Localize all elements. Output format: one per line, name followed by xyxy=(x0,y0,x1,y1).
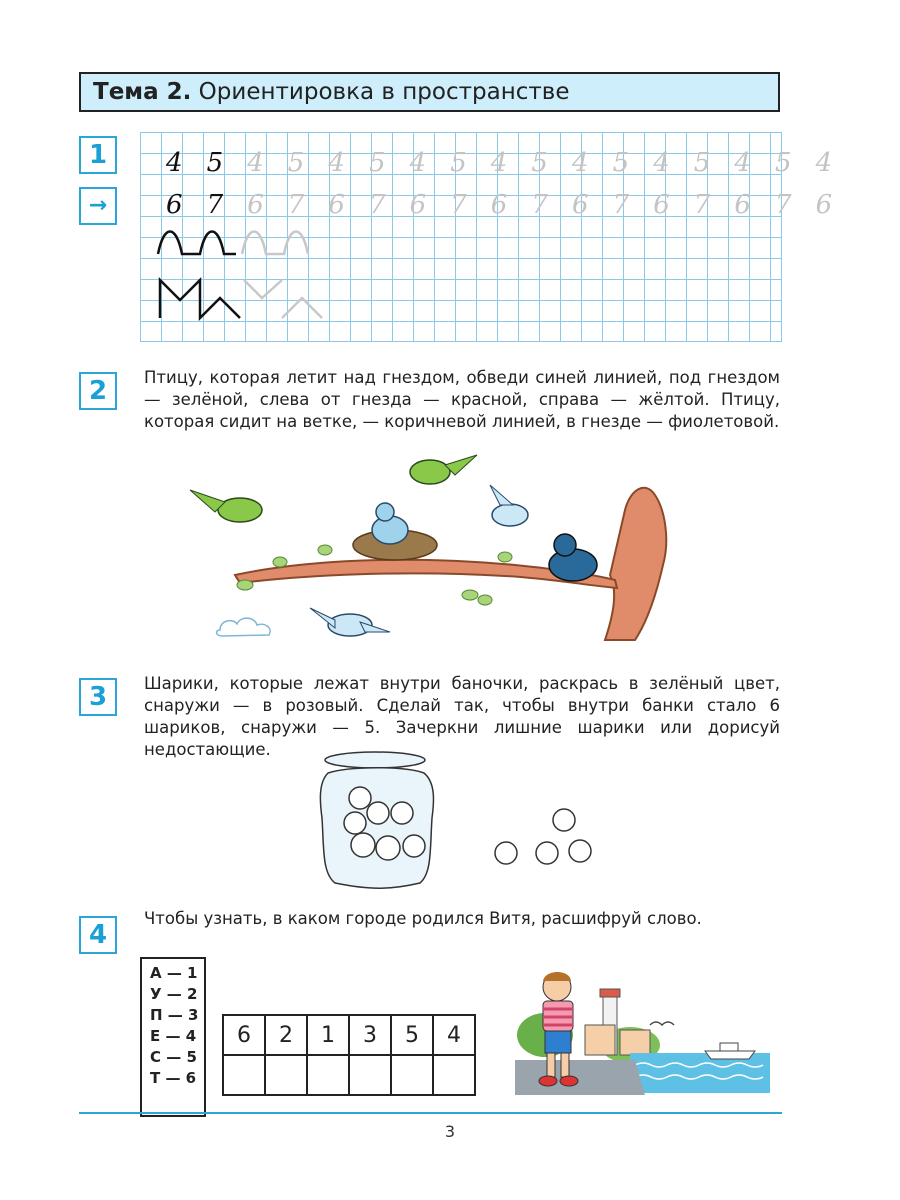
practice-digit: 5 xyxy=(775,148,792,178)
pattern-drawings xyxy=(140,132,782,342)
answer-cell[interactable] xyxy=(265,1055,307,1095)
boy-shorts xyxy=(545,1031,571,1053)
ball-outside xyxy=(495,842,517,864)
arrow-right-icon: → xyxy=(79,187,117,225)
practice-digit: 5 xyxy=(450,148,467,178)
practice-digit: 5 xyxy=(287,148,305,178)
task-number-1: 1 xyxy=(79,136,117,174)
ball-inside xyxy=(403,835,425,857)
practice-digit: 6 xyxy=(247,190,264,220)
practice-digit: 5 xyxy=(369,148,386,178)
seagull-icon xyxy=(650,1022,674,1025)
practice-digit: 5 xyxy=(693,148,711,178)
answer-cell[interactable] xyxy=(391,1055,433,1095)
cipher-legend xyxy=(140,957,206,1117)
legend-item: С — 5 xyxy=(150,1048,197,1066)
pier xyxy=(515,1060,645,1095)
answer-cell[interactable] xyxy=(223,1055,265,1095)
code-row xyxy=(223,1015,475,1055)
ball-inside xyxy=(376,836,400,860)
practice-digit: 7 xyxy=(531,190,548,220)
practice-digit: 5 xyxy=(206,148,224,178)
practice-digit: 5 xyxy=(531,148,548,178)
topic-label: Тема 2. xyxy=(93,79,192,105)
cipher-table xyxy=(222,1014,476,1096)
practice-digit: 4 xyxy=(734,148,751,178)
jar-body xyxy=(320,768,433,889)
leaf-icon xyxy=(462,590,478,600)
practice-digit: 4 xyxy=(247,148,264,178)
legend-item: Е — 4 xyxy=(150,1027,197,1045)
arch-pattern-faint xyxy=(242,232,308,255)
answer-row[interactable] xyxy=(223,1055,475,1095)
practice-digit: 7 xyxy=(612,190,630,220)
practice-digit: 7 xyxy=(287,190,305,220)
ball-outside xyxy=(536,842,558,864)
practice-digit: 6 xyxy=(653,190,670,220)
ball-outside xyxy=(553,809,575,831)
code-cell: 5 xyxy=(391,1015,433,1055)
zigzag-pattern-faint xyxy=(244,280,322,318)
practice-digit: 7 xyxy=(369,190,386,220)
practice-digit: 5 xyxy=(612,148,630,178)
bird-on-branch xyxy=(549,549,597,581)
task3-instructions: Шарики, которые лежат внутри баночки, раскрась в зелёный цвет, снаружи — в розовый. Сделай так, чтобы внутри банки стало 6 шариков, снаружи — 5. Зачеркни лишние шарики или дорисуй недостающие. xyxy=(144,674,780,759)
practice-digit: 4 xyxy=(572,148,589,178)
task2-instructions: Птицу, которая летит над гнездом, обведи синей линией, под гнездом — зелёной, слева от гнезда — красной, справа — жёлтой. Птицу, которая сидит на ветке, — коричневой линией, в гнезде — фиолетовой. xyxy=(144,368,780,431)
legend-item: П — 3 xyxy=(150,1006,199,1024)
code-cell: 3 xyxy=(349,1015,391,1055)
building xyxy=(585,1025,615,1055)
leaf-icon xyxy=(273,557,287,567)
answer-cell[interactable] xyxy=(433,1055,475,1095)
practice-digit: 6 xyxy=(328,190,345,220)
practice-digit: 4 xyxy=(815,148,833,178)
practice-digit: 4 xyxy=(166,148,183,178)
zigzag-pattern-dark xyxy=(160,280,240,318)
leaf-icon xyxy=(237,580,253,590)
ball-inside xyxy=(344,812,366,834)
ball-inside xyxy=(349,787,371,809)
leaf-icon xyxy=(498,552,512,562)
practice-digit: 4 xyxy=(328,148,345,178)
legend-item: У — 2 xyxy=(150,985,198,1003)
task-number-3: 3 xyxy=(79,678,117,716)
practice-digit: 7 xyxy=(775,190,792,220)
practice-digit: 6 xyxy=(166,190,183,220)
birds-illustration xyxy=(185,450,705,650)
jar-illustration xyxy=(310,748,610,893)
ship-icon xyxy=(705,1051,755,1059)
practice-digit: 6 xyxy=(490,190,508,220)
task4-instructions: Чтобы узнать, в каком городе родился Витя, расшифруй слово. xyxy=(144,909,702,928)
practice-digit: 6 xyxy=(815,190,833,220)
arch-pattern-dark xyxy=(158,232,236,255)
code-cell: 2 xyxy=(265,1015,307,1055)
topic-title: Ориентировка в пространстве xyxy=(198,79,570,105)
ball-inside xyxy=(391,802,413,824)
practice-digit: 4 xyxy=(409,148,427,178)
leaf-icon xyxy=(478,595,492,605)
boy-seaside-illustration xyxy=(515,965,770,1095)
answer-cell[interactable] xyxy=(307,1055,349,1095)
ball-outside xyxy=(569,840,591,862)
legend-item: А — 1 xyxy=(150,964,198,982)
ball-inside xyxy=(367,802,389,824)
legend-item: Т — 6 xyxy=(150,1069,197,1087)
cloud-icon xyxy=(217,618,271,636)
boy-shoe xyxy=(539,1076,557,1086)
code-cell: 6 xyxy=(223,1015,265,1055)
page-number: 3 xyxy=(444,1122,456,1141)
practice-digit: 7 xyxy=(206,190,224,220)
task-number-4: 4 xyxy=(79,916,117,954)
practice-digit: 6 xyxy=(734,190,751,220)
practice-digit: 7 xyxy=(693,190,711,220)
bird-right-of-nest xyxy=(492,504,528,526)
jar-lid xyxy=(325,752,425,768)
code-cell: 1 xyxy=(307,1015,349,1055)
tree-trunk xyxy=(605,488,666,640)
task-number-2: 2 xyxy=(79,372,117,410)
handwriting-grid xyxy=(140,132,833,342)
practice-digit: 6 xyxy=(572,190,589,220)
bird-above-nest xyxy=(410,460,450,484)
practice-digit: 6 xyxy=(409,190,427,220)
topic-header xyxy=(79,72,780,112)
practice-digit: 7 xyxy=(450,190,467,220)
building xyxy=(620,1030,650,1055)
practice-digit: 4 xyxy=(653,148,670,178)
footer-divider xyxy=(79,1112,782,1114)
ball-inside xyxy=(351,833,375,857)
answer-cell[interactable] xyxy=(349,1055,391,1095)
leaf-icon xyxy=(318,545,332,555)
boy-shoe xyxy=(560,1076,578,1086)
code-cell: 4 xyxy=(433,1015,475,1055)
practice-digit: 4 xyxy=(490,148,508,178)
